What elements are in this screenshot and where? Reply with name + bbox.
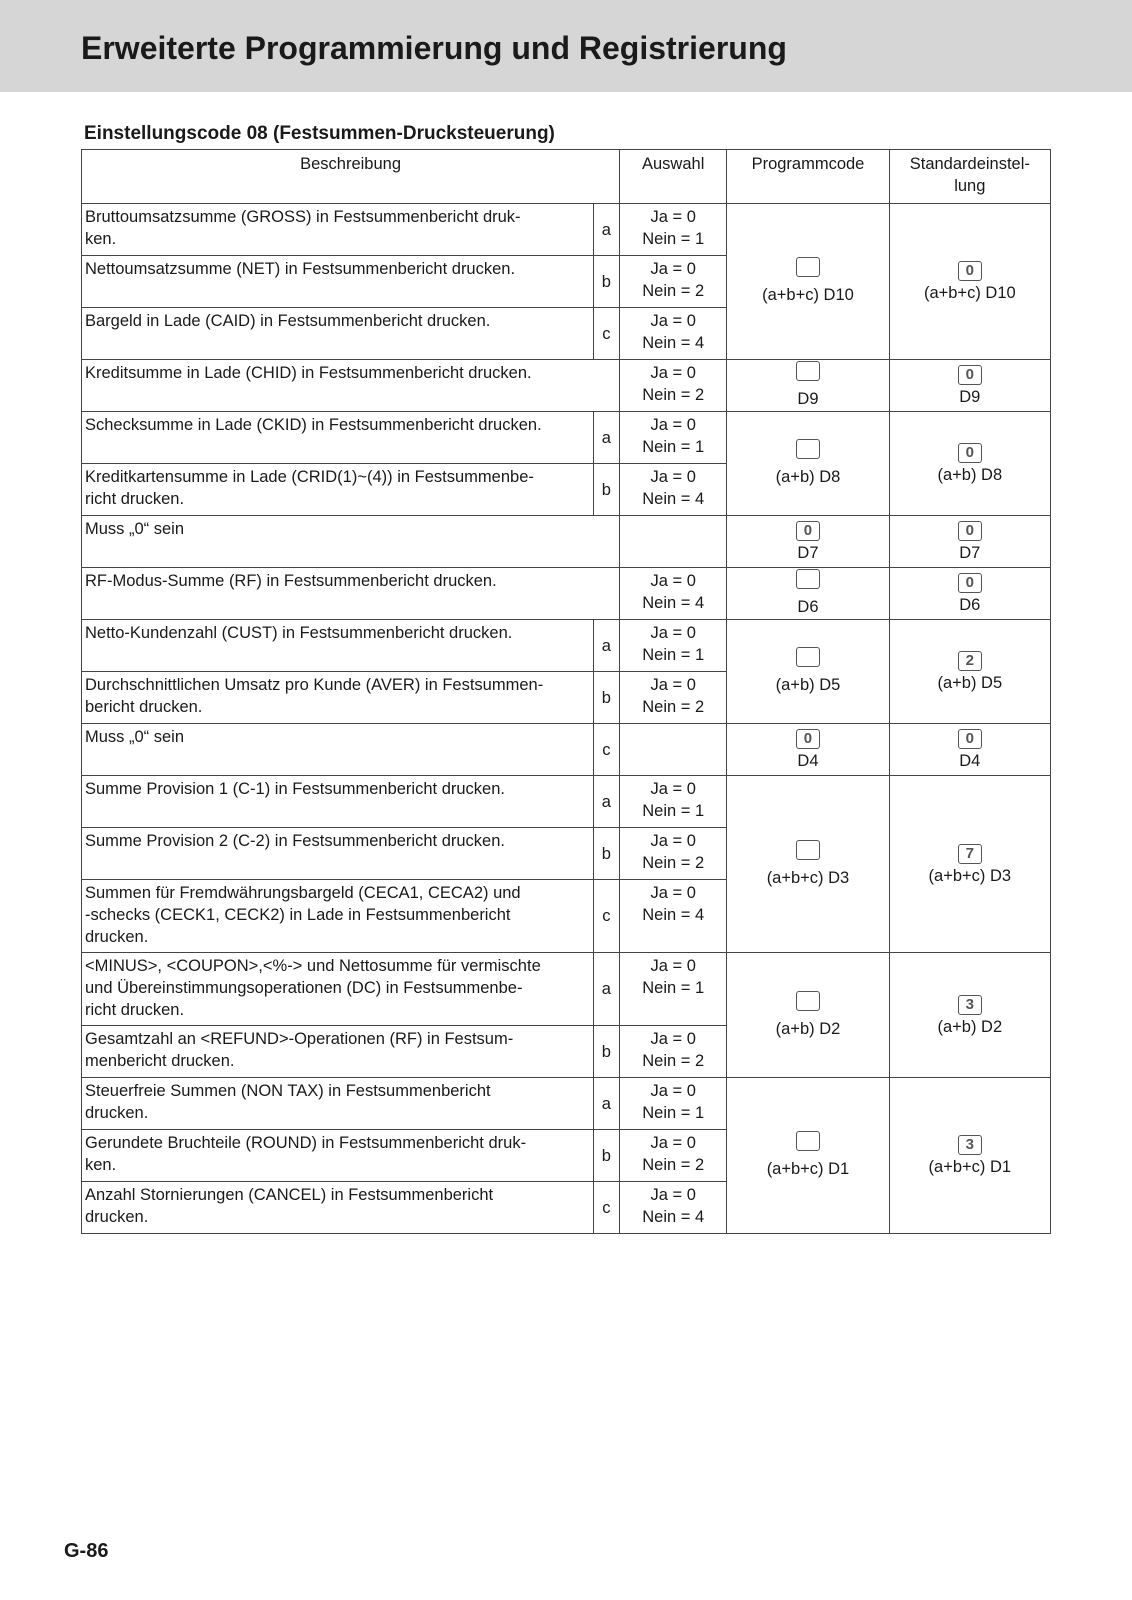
row-selection: Ja = 0 Nein = 2 [620,828,727,880]
table-row [82,776,1051,828]
row-selection: Ja = 0 Nein = 2 [620,256,727,308]
row-description: Kreditsumme in Lade (CHID) in Festsummenbericht drucken. [82,360,620,412]
program-code-label: D9 [797,390,819,408]
default-setting-digit-box: 0 [958,365,982,385]
row-selection: Ja = 0 Nein = 4 [620,464,727,516]
row-selection: Ja = 0 Nein = 2 [620,672,727,724]
row-sub-letter: a [593,620,620,672]
default-setting-digit-box: 7 [958,844,982,864]
table-row [82,953,1051,1026]
program-code-label: (a+b) D8 [775,468,841,486]
default-setting-label: D4 [959,752,981,770]
row-description: Muss „0“ sein [82,516,620,568]
program-code-digit-box [796,647,820,667]
default-setting-digit-box: 0 [958,521,982,541]
row-description: Summen für Fremdwährungsbargeld (CECA1, CECA2) und -schecks (CECK1, CECK2) in Lade in Festsummenbericht drucken. [82,880,594,953]
row-description: Schecksumme in Lade (CKID) in Festsummenbericht drucken. [82,412,594,464]
default-setting-label: (a+b+c) D10 [923,284,1016,302]
table-row [82,568,1051,620]
row-selection: Ja = 0 Nein = 2 [620,360,727,412]
program-code-cell [727,568,889,620]
default-setting-cell [889,1078,1050,1234]
program-code-cell [727,204,889,360]
row-sub-letter: b [593,256,620,308]
row-selection: Ja = 0 Nein = 4 [620,308,727,360]
row-sub-letter: c [593,880,620,953]
row-selection: Ja = 0 Nein = 1 [620,776,727,828]
row-selection: Ja = 0 Nein = 2 [620,1026,727,1078]
row-description: Bargeld in Lade (CAID) in Festsummenbericht drucken. [82,308,594,360]
default-setting-cell [889,204,1050,360]
row-description: Nettoumsatzsumme (NET) in Festsummenbericht drucken. [82,256,594,308]
header-program-code: Programmcode [727,150,889,204]
default-setting-digit-box: 0 [958,261,982,281]
page-title: Erweiterte Programmierung und Registrierung [81,30,787,66]
row-description: Steuerfreie Summen (NON TAX) in Festsummenbericht drucken. [82,1078,594,1130]
row-description: Gerundete Bruchteile (ROUND) in Festsummenbericht druk- ken. [82,1130,594,1182]
row-selection: Ja = 0 Nein = 1 [620,953,727,1026]
program-code-digit-box [796,439,820,459]
program-code-digit-box [796,361,820,381]
default-setting-digit-box: 3 [958,1135,982,1155]
default-setting-label: D7 [959,544,981,562]
program-code-label: D7 [797,544,819,562]
row-selection: Ja = 0 Nein = 1 [620,1078,727,1130]
program-code-digit-box [796,840,820,860]
settings-table [81,149,1051,1234]
program-code-label: (a+b) D5 [775,676,841,694]
row-description: Bruttoumsatzsumme (GROSS) in Festsummenbericht druk- ken. [82,204,594,256]
table-row [82,360,1051,412]
row-selection [620,516,727,568]
row-sub-letter: c [593,724,620,776]
row-description: <MINUS>, <COUPON>,<%-> und Nettosumme für vermischte und Übereinstimmungsoperationen (DC) in Festsummenbe- richt drucken. [82,953,594,1026]
row-sub-letter: a [593,204,620,256]
program-code-digit-box [796,569,820,589]
row-description: Summe Provision 1 (C-1) in Festsummenbericht drucken. [82,776,594,828]
row-description: Anzahl Stornierungen (CANCEL) in Festsummenbericht drucken. [82,1182,594,1234]
program-code-label: (a+b) D2 [775,1019,841,1038]
default-setting-label: D6 [959,596,981,614]
program-code-cell [727,724,889,776]
default-setting-cell [889,724,1050,776]
default-setting-cell [889,776,1050,953]
default-setting-label: (a+b) D5 [937,674,1003,692]
row-selection: Ja = 0 Nein = 4 [620,1182,727,1234]
program-code-label: (a+b+c) D10 [762,286,854,304]
default-setting-digit-box: 0 [958,443,982,463]
row-selection: Ja = 0 Nein = 1 [620,412,727,464]
table-row [82,516,1051,568]
default-setting-label: (a+b+c) D1 [928,1158,1012,1176]
default-setting-digit-box: 0 [958,573,982,593]
default-setting-cell [889,620,1050,724]
row-sub-letter: c [593,1182,620,1234]
row-selection: Ja = 0 Nein = 1 [620,620,727,672]
row-description: Netto-Kundenzahl (CUST) in Festsummenbericht drucken. [82,620,594,672]
page-number: G-86 [64,1540,109,1562]
table-row [82,620,1051,672]
program-code-label: (a+b+c) D1 [766,1160,850,1178]
table-row [82,724,1051,776]
default-setting-cell [889,568,1050,620]
header-selection: Auswahl [620,150,727,204]
row-selection: Ja = 0 Nein = 1 [620,204,727,256]
default-setting-digit-box: 2 [958,651,982,671]
program-code-cell [727,620,889,724]
row-sub-letter: a [593,953,620,1026]
table-body [82,204,1051,1234]
table-row [82,412,1051,464]
default-setting-label: (a+b) D2 [937,1017,1003,1036]
program-code-digit-box: 0 [796,521,820,541]
default-setting-label: (a+b+c) D3 [928,866,1012,885]
program-code-digit-box [796,991,820,1011]
row-description: RF-Modus-Summe (RF) in Festsummenbericht drucken. [82,568,620,620]
program-code-label: (a+b+c) D3 [766,868,850,887]
row-description: Gesamtzahl an <REFUND>-Operationen (RF) in Festsum- menbericht drucken. [82,1026,594,1078]
row-sub-letter: b [593,672,620,724]
default-setting-cell [889,412,1050,516]
row-selection: Ja = 0 Nein = 4 [620,880,727,953]
program-code-label: D6 [797,598,819,616]
program-code-cell [727,953,889,1078]
section-title: Einstellungscode 08 (Festsummen-Drucksteuerung) [84,123,555,144]
row-description: Kreditkartensumme in Lade (CRID(1)~(4)) in Festsummenbe- richt drucken. [82,464,594,516]
program-code-cell [727,1078,889,1234]
row-description: Durchschnittlichen Umsatz pro Kunde (AVER) in Festsummen- bericht drucken. [82,672,594,724]
default-setting-label: D9 [959,388,981,406]
program-code-cell [727,516,889,568]
row-selection [620,724,727,776]
default-setting-cell [889,516,1050,568]
program-code-cell [727,412,889,516]
default-setting-label: (a+b) D8 [937,466,1003,484]
row-description: Summe Provision 2 (C-2) in Festsummenbericht drucken. [82,828,594,880]
program-code-cell [727,776,889,953]
row-sub-letter: b [593,1130,620,1182]
row-sub-letter: a [593,776,620,828]
row-sub-letter: a [593,1078,620,1130]
program-code-digit-box [796,257,820,277]
default-setting-cell [889,360,1050,412]
default-setting-cell [889,953,1050,1078]
row-sub-letter: b [593,1026,620,1078]
row-sub-letter: a [593,412,620,464]
table-header-row [82,150,1051,204]
row-sub-letter: c [593,308,620,360]
row-description: Muss „0“ sein [82,724,594,776]
program-code-digit-box: 0 [796,729,820,749]
default-setting-digit-box: 0 [958,729,982,749]
table-row [82,1078,1051,1130]
row-sub-letter: b [593,828,620,880]
row-selection: Ja = 0 Nein = 2 [620,1130,727,1182]
program-code-cell [727,360,889,412]
program-code-digit-box [796,1131,820,1151]
header-description: Beschreibung [82,150,620,204]
table-row [82,204,1051,256]
row-sub-letter: b [593,464,620,516]
program-code-label: D4 [797,752,819,770]
header-default-setting: Standardeinstel- lung [889,150,1050,204]
row-selection: Ja = 0 Nein = 4 [620,568,727,620]
default-setting-digit-box: 3 [958,995,982,1015]
